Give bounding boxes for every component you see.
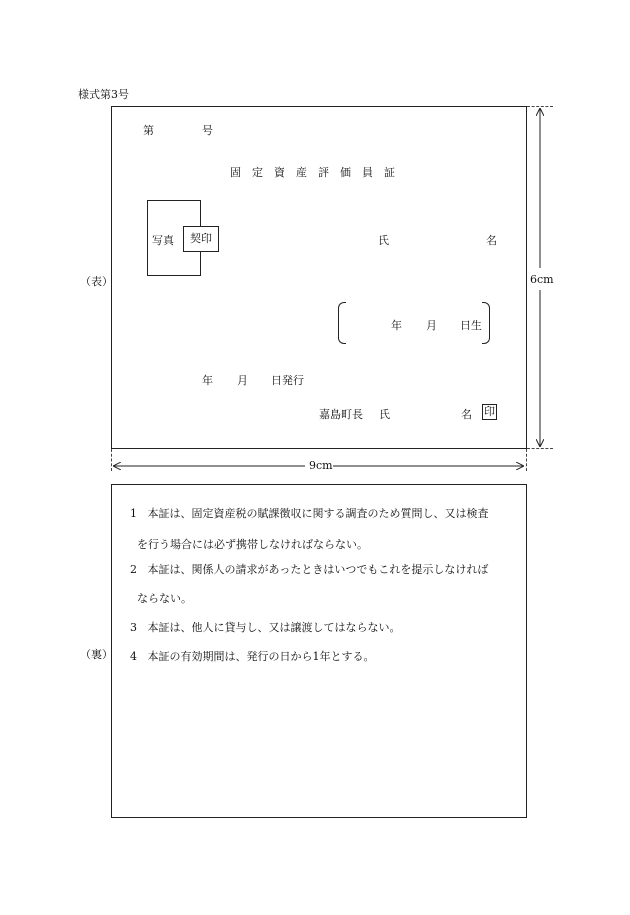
note-2-cont: ならない。: [137, 592, 192, 605]
issuer-stamp: 印: [484, 405, 495, 418]
back-side-label: （裏）: [80, 648, 113, 661]
note-2: 2 本証は、関係人の請求があったときはいつでもこれを提示しなければ: [130, 563, 489, 576]
width-dimension: 9cm: [309, 459, 333, 472]
issuer: 嘉島町長: [319, 408, 363, 421]
number-suffix: 号: [202, 124, 213, 137]
name-label-2: 名: [486, 234, 497, 247]
birth-year: 年: [391, 319, 402, 332]
note-3: 3 本証は、他人に貸与し、又は譲渡してはならない。: [130, 621, 401, 634]
issuer-name-1: 氏: [379, 408, 390, 421]
note-1: 1 本証は、固定資産税の賦課徴収に関する調査のため質問し、又は検査: [130, 507, 489, 520]
issue-month: 月: [237, 374, 248, 387]
birth-month: 月: [426, 319, 437, 332]
height-dimension: 6cm: [530, 273, 554, 286]
number-prefix: 第: [143, 124, 154, 137]
photo-label: 写真: [152, 234, 174, 247]
issuer-name-2: 名: [461, 408, 472, 421]
issue-day: 日発行: [271, 374, 304, 387]
note-4: 4 本証の有効期間は、発行の日から1年とする。: [130, 650, 375, 663]
note-1-cont: を行う場合には必ず携帯しなければならない。: [137, 538, 368, 551]
seal-label: 契印: [190, 232, 212, 245]
form-number: 様式第3号: [78, 88, 129, 101]
card-title: 固定資産評価員証: [230, 166, 406, 179]
name-label-1: 氏: [378, 234, 389, 247]
issue-year: 年: [202, 374, 213, 387]
front-side-label: （表）: [80, 275, 113, 288]
birth-day: 日生: [460, 319, 482, 332]
